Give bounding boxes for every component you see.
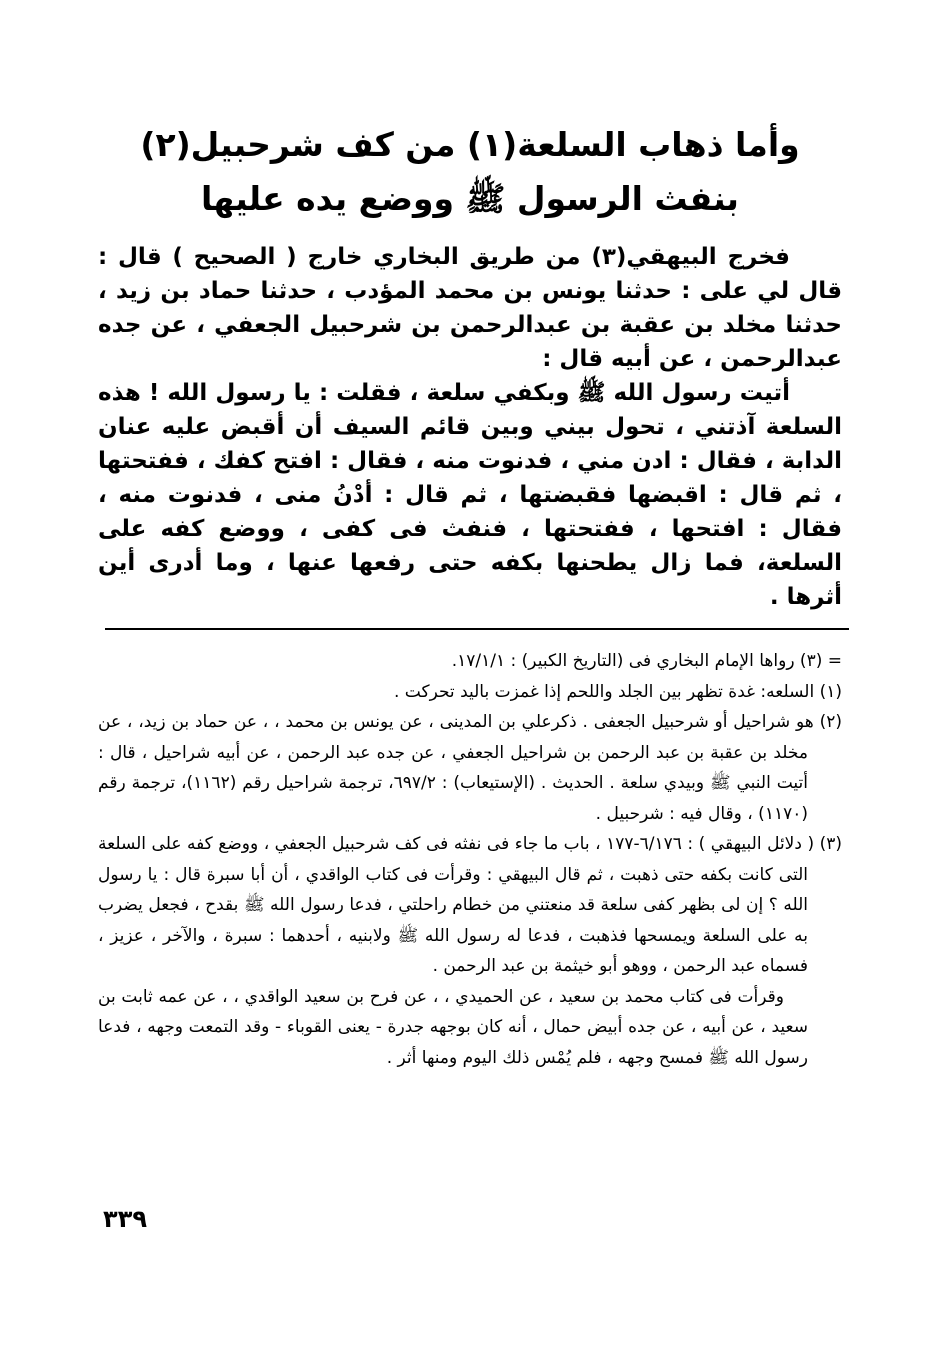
footnote-3: (٣) ( دلائل البيهقي ) : ٦/١٧٦-١٧٧ ، باب ما جاء فى نفثه فى كف شرحبيل الجعفي ، ووضع كفه على السلعة التى كانت بكفه حتى ذهبت ، ثم قال البيهقي : وقرأت فى كتاب الواقدي ، أن أبا سبرة قال : يا رسول الله ؟ إن لى بظهر كفى سلعة قد منعتني من خطام راحلتي ، فدعا رسول الله ﷺ بقدح ، فجعل يضرب به على السلعة ويمسحها فذهبت ، فدعا له رسول الله ﷺ ولابنيه ، أحدهما : سبرة ، والآخر ، عزيز ، فسماه عبد الرحمن ، ووهو أبو خيثمة بن عبد الرحمن . [98,834,843,976]
chapter-title-line-2: بنفث الرسول ﷺ ووضع يده عليها [201,179,739,218]
main-text [98,240,842,614]
footnotes [98,646,842,1073]
chapter-title [100,118,840,226]
main-paragraph-isnad: فخرج البيهقي(٣) من طريق البخاري خارج ( الصحيح ) قال : قال لي على : حدثنا يونس بن محمد المؤدب ، حدثنا حماد بن زيد ، حدثنا مخلد بن عقبة بن عبدالرحمن بن شرحبيل الجعفي ، عن جده عبدالرحمن ، عن أبيه قال : [98,244,842,372]
footnote-2: (٢) هو شراحيل أو شرحبيل الجعفى . ذكرعلي بن المدينى ، عن يونس بن محمد ، ، عن حماد بن زيد، ، عن مخلد بن عقبة بن عبد الرحمن بن شراحيل الجعفي ، عن جده عبد الرحمن ، عن أبيه شراحيل ، قال : أتيت النبي ﷺ وبيدي سلعة . الحديث . (الإستيعاب) : ٦٩٧/٢، ترجمة شراحيل رقم (١١٦٢)، ترجمة رقم (١١٧٠) ، وقال فيه : شرحبيل . [98,712,842,824]
chapter-title-line-1: وأما ذهاب السلعة(١) من كف شرحبيل(٢) [140,125,800,164]
footnote-1: (١) السلعه: غدة تظهر بين الجلد واللحم إذا غمزت باليد تحركت . [393,681,842,702]
footnote-3-continued: وقرأت فى كتاب محمد بن سعيد ، عن الحميدي ، ، عن فرح بن سعيد الواقدي ، ، عن عمه ثابت بن سعيد ، عن أبيه ، عن جده أبيض حمال ، أنه كان بوجهه جدرة - يعنى القوباء - وقد التمعت وجهه ، فدعا رسول الله ﷺ فمسح وجهه ، فلم يُمْس ذلك اليوم ومنها أثر . [98,986,808,1068]
main-paragraph-hadith: أتيت رسول الله ﷺ وبكفي سلعة ، فقلت : يا رسول الله ! هذه السلعة آذتني ، تحول بيني وبين قائم السيف أن أقبض عليه عنان الدابة ، فقال : ادن مني ، فدنوت منه ، فقال : افتح كفك ، ففتحتها ، ثم قال : اقبضها فقبضتها ، ثم قال : أدْنُ منى ، فدنوت منه ، فقال : افتحها ، ففتحتها ، فنفث فى كفى ، ووضع كفه على السلعة، فما زال يطحنها بكفه حتى رفعها عنها ، وما أدرى أين أثرها . [98,380,842,610]
page-number: ٣٣٩ [103,1205,147,1233]
footnote-continuation: = (٣) رواها الإمام البخاري فى (التاريخ الكبير) : ١٧/١/١. [451,651,842,671]
footnote-separator [105,628,849,630]
